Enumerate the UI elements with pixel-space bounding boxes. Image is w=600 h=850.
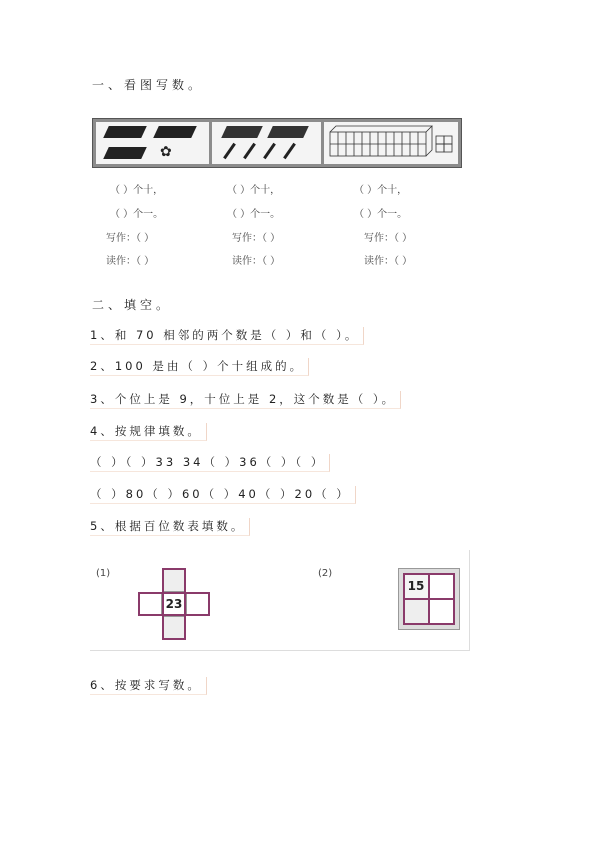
hundreds-chart-figures [90, 550, 470, 651]
col2-read: 读作：（ ） [232, 256, 281, 267]
col3-tens: （ ）个十， [354, 185, 408, 196]
picture-panel-1 [96, 122, 209, 164]
col1-tens: （ ）个十， [110, 185, 164, 196]
col3-write: 写作：（ ） [364, 233, 413, 244]
question-2: 2、100 是由（ ）个十组成的。 [90, 358, 309, 376]
col2-ones: （ ）个一。 [227, 209, 281, 220]
hundreds-square-figure [398, 568, 460, 630]
question-6: 6、按要求写数。 [90, 677, 207, 695]
question-4: 4、按规律填数。 [90, 423, 207, 441]
figure-label-2: (2) [318, 568, 333, 579]
cube-grid-icon [324, 122, 458, 164]
question-5: 5、根据百位数表填数。 [90, 518, 250, 536]
col3-read: 读作：（ ） [364, 256, 413, 267]
pattern-row-1: （ ）（ ）33 34（ ）36（ ）（ ） [90, 454, 330, 472]
figure-label-1: (1) [96, 568, 111, 579]
question-1: 1、和 70 相邻的两个数是（ ）和（ ）。 [90, 327, 364, 345]
picture-panel-2 [212, 122, 321, 164]
question-3: 3、个位上是 9，十位上是 2，这个数是（ ）。 [90, 391, 401, 409]
flower-icon: ✿ [160, 144, 172, 160]
col1-read: 读作：（ ） [106, 256, 155, 267]
picture-panel-3 [324, 122, 458, 164]
pattern-row-2: （ ）80（ ）60（ ）40（ ）20（ ） [90, 486, 356, 504]
cross-center-number: 23 [162, 592, 186, 616]
col2-tens: （ ）个十， [227, 185, 281, 196]
col2-write: 写作：（ ） [232, 233, 281, 244]
section1-heading: 一、看图写数。 [92, 78, 205, 92]
counting-picture [92, 118, 462, 168]
hundreds-cross-figure [136, 568, 212, 640]
section2-heading: 二、填空。 [92, 298, 173, 312]
square-corner-number: 15 [403, 573, 429, 599]
col3-ones: （ ）个一。 [354, 209, 408, 220]
col1-write: 写作：（ ） [106, 233, 155, 244]
col1-ones: （ ）个一。 [110, 209, 164, 220]
